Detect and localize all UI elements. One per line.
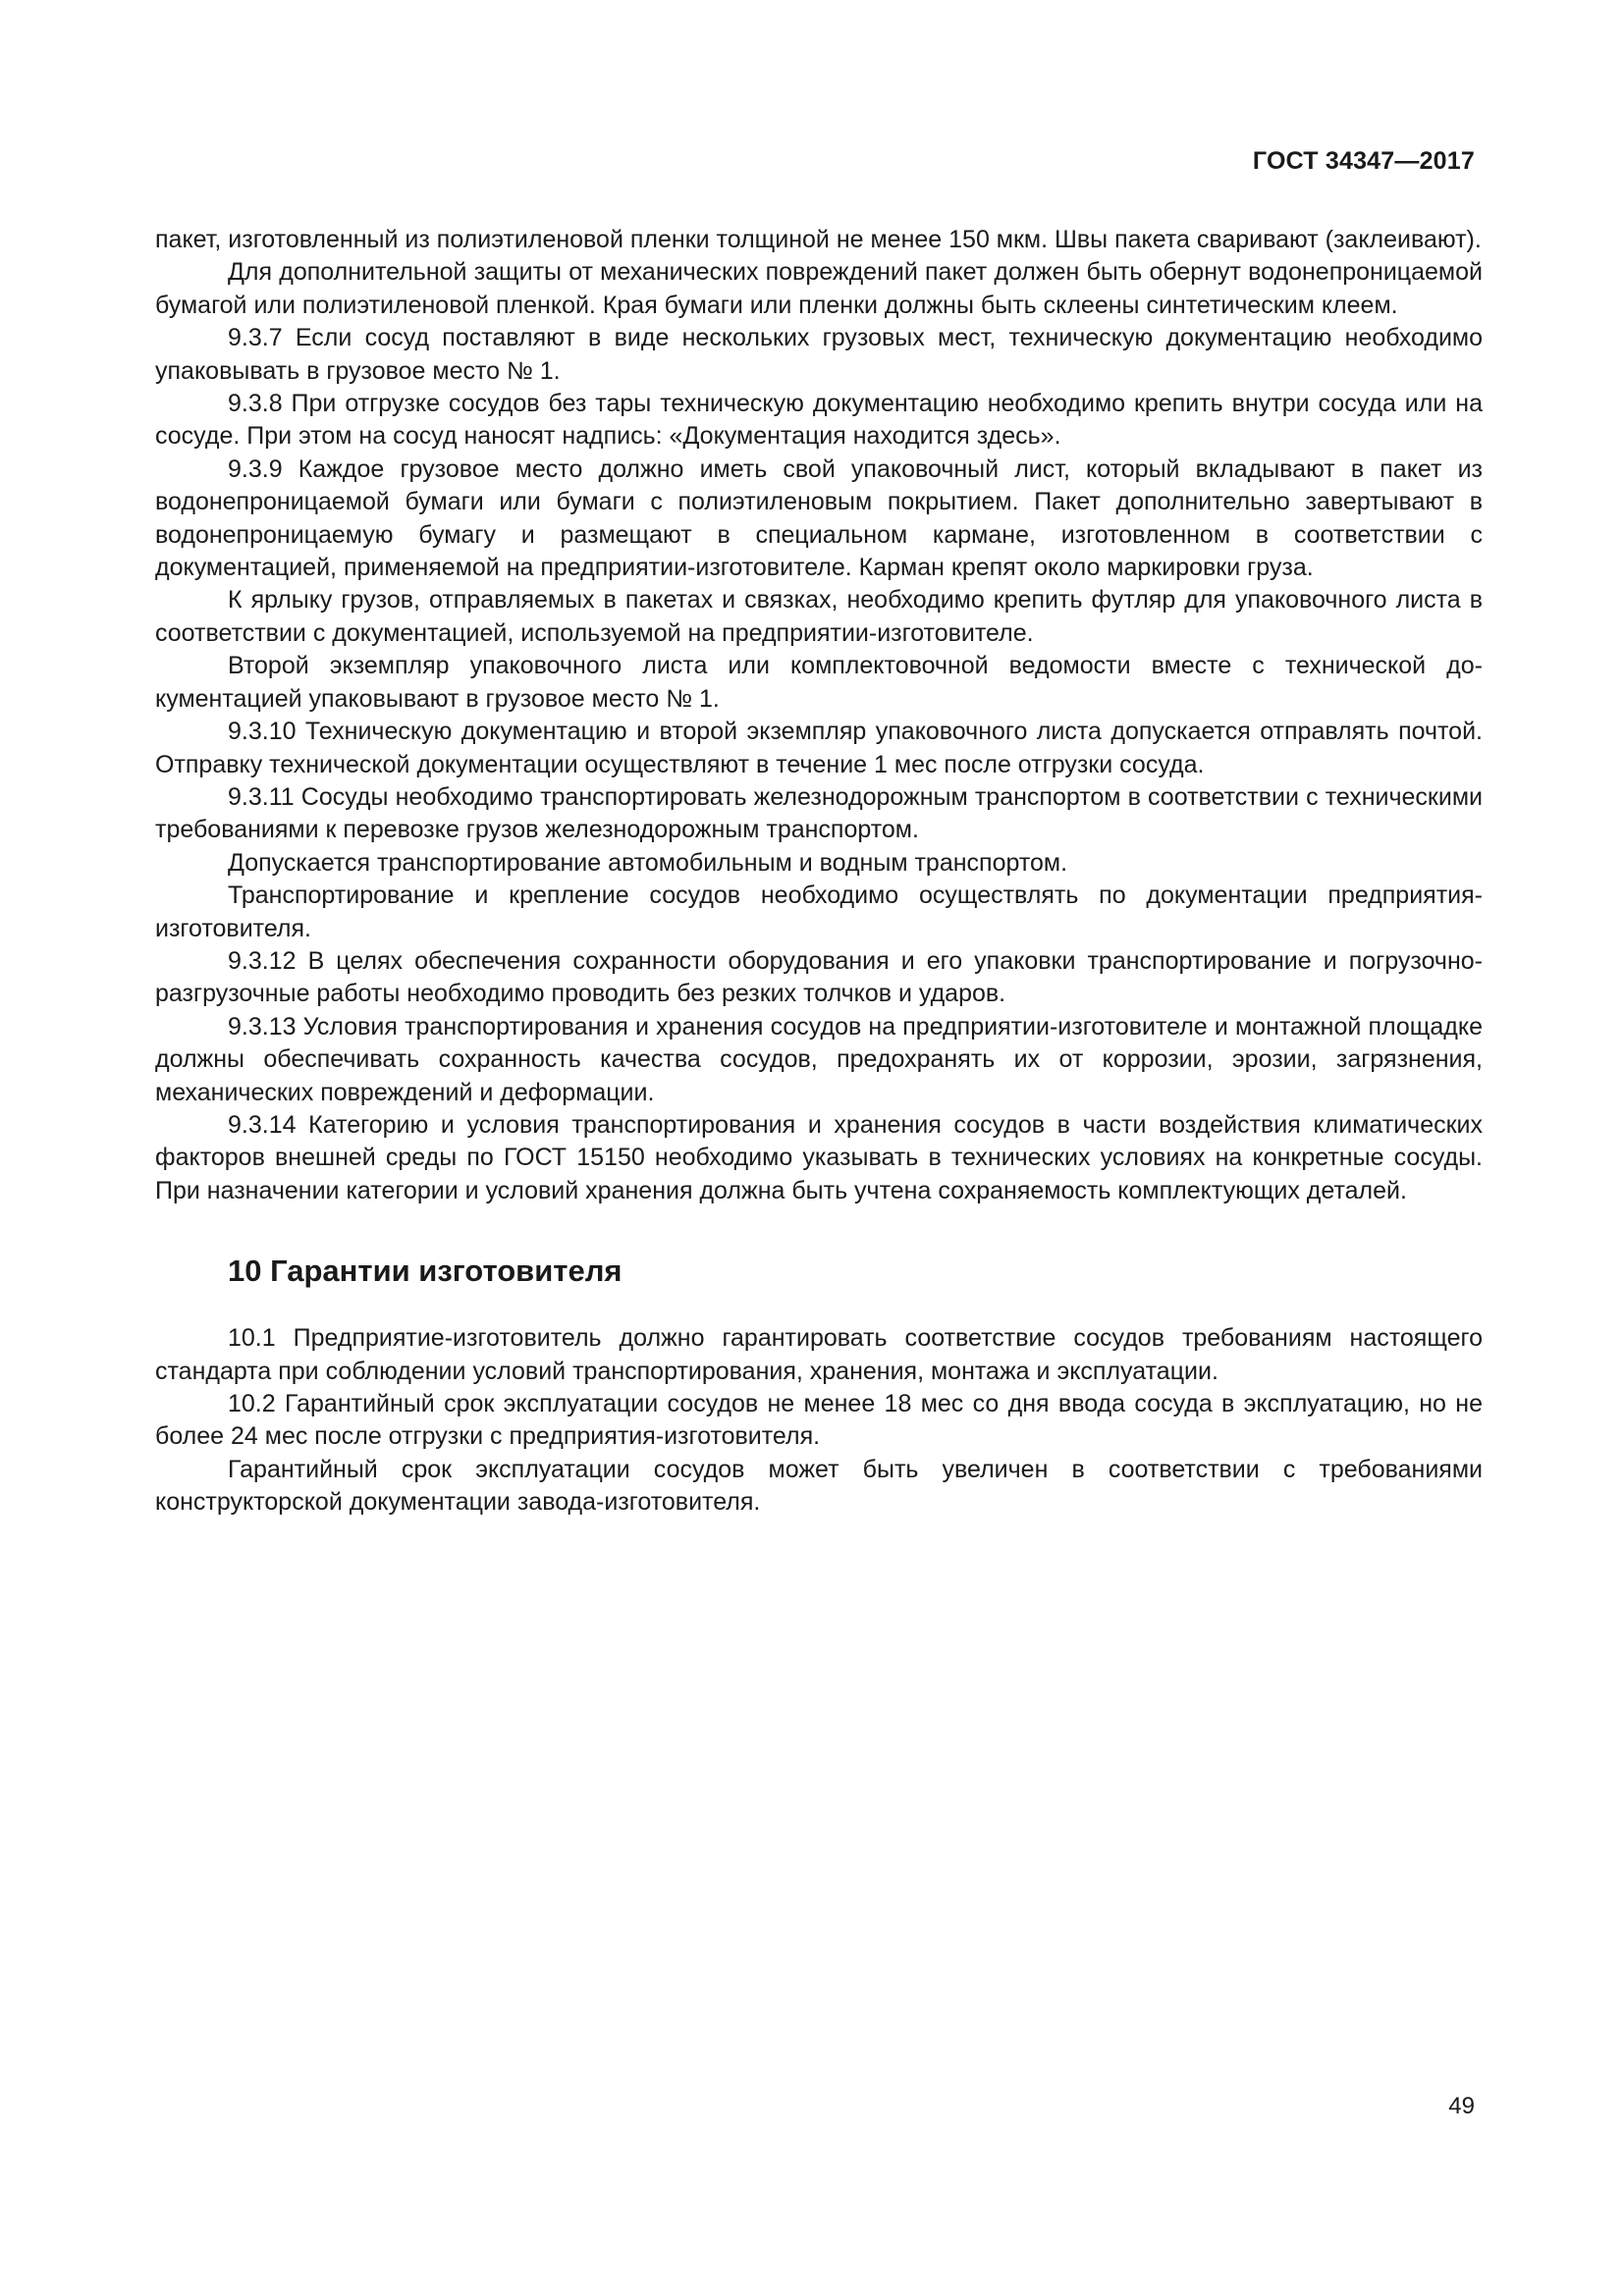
- section-10-title: 10 Гарантии изготовителя: [228, 1254, 623, 1289]
- paragraph-10-1: 10.1 Предприятие-изготовитель должно гарантировать соответствие сосудов требованиям настоящего стандарта при соблюдении условий транспортирования, хранения, монтажа и эксплуатации.: [155, 1324, 1483, 1385]
- paragraph-additional-protection: Для дополнительной защиты от механических повреждений пакет должен быть обернут водонепроницаемой бумагой или полиэтиленовой пленкой. Края бумаги или пленки должны быть склеены синтетическим клеем.: [155, 258, 1483, 319]
- paragraph-continuation: пакет, изготовленный из полиэтиленовой пленки толщиной не менее 150 мкм. Швы пакета сваривают (заклеивают).: [155, 226, 1482, 253]
- paragraph-9-3-12: 9.3.12 В целях обеспечения сохранности оборудования и его упаковки транспортирование и погрузочно-разгрузочные работы необходимо проводить без резких толчков и ударов.: [155, 946, 1483, 1008]
- paragraph-10-2: 10.2 Гарантийный срок эксплуатации сосудов не менее 18 мес со дня ввода сосуда в эксплуатацию, но не более 24 мес после отгрузки с предприятия-изготовителя.: [155, 1390, 1483, 1451]
- paragraph-9-3-9: 9.3.9 Каждое грузовое место должно иметь свой упаковочный лист, который вкладывают в пакет из водонепроницаемой бумаги или бумаги с полиэтиленовым покрытием. Пакет дополнительно завертывают в водонепроницаемую бумагу и размещают в специальном кармане, изготовленном в соответствии с документацией, применяемой на предприятии-изготовителе. Карман крепят около маркировки груза.: [155, 454, 1483, 582]
- paragraph-9-3-14: 9.3.14 Категорию и условия транспортирования и хранения сосудов в части воздействия климатических факторов внешней среды по ГОСТ 15150 необходимо указывать в технических условиях на конкретные сосуды. При назначении категории и условий хранения должна быть учтена сохраняемость комплектующих деталей.: [155, 1110, 1483, 1204]
- paragraph-9-3-7: 9.3.7 Если сосуд поставляют в виде нескольких грузовых мест, техническую документацию необходимо упаковывать в грузовое место № 1.: [155, 324, 1483, 385]
- paragraph-9-3-10: 9.3.10 Техническую документацию и второй экземпляр упаковочного листа допускается отправлять почтой. Отправку технической документации осуществляют в течение 1 мес после отгрузки сосуда.: [155, 718, 1483, 778]
- document-code: ГОСТ 34347—2017: [1252, 147, 1475, 175]
- page-content: [155, 224, 1483, 1520]
- paragraph-9-3-11: 9.3.11 Сосуды необходимо транспортировать железнодорожным транспортом в соответствии с техническими требованиями к перевозке грузов железнодорожным транспортом.: [155, 782, 1483, 844]
- paragraph-second-copy: Второй экземпляр упаковочного листа или комплектовочной ведомости вместе с технической документацией упаковывают в грузовое место № 1.: [155, 652, 1483, 713]
- paragraph-road-water-transport: Допускается транспортирование автомобильным и водным транспортом.: [228, 848, 1068, 877]
- paragraph-9-3-13: 9.3.13 Условия транспортирования и хранения сосудов на предприятии-изготовителе и монтажной площадке должны обеспечивать сохранность качества сосудов, предохранять их от коррозии, эрозии, загрязнения, механических повреждений и деформации.: [155, 1012, 1483, 1106]
- paragraph-transport-fastening: Транспортирование и крепление сосудов необходимо осуществлять по документации предприятия-изготовителя.: [155, 881, 1483, 942]
- page-number: 49: [1448, 2093, 1475, 2119]
- paragraph-warranty-extension: Гарантийный срок эксплуатации сосудов может быть увеличен в соответствии с требованиями конструкторской документации завода-изготовителя.: [155, 1455, 1483, 1517]
- paragraph-cargo-label: К ярлыку грузов, отправляемых в пакетах и связках, необходимо крепить футляр для упаковочного листа в соответствии с документацией, используемой на предприятии-изготовителе.: [155, 586, 1483, 647]
- paragraph-9-3-8: 9.3.8 При отгрузке сосудов без тары техническую документацию необходимо крепить внутри сосуда или на сосуде. При этом на сосуд наносят надпись: «Документация находится здесь».: [155, 390, 1483, 451]
